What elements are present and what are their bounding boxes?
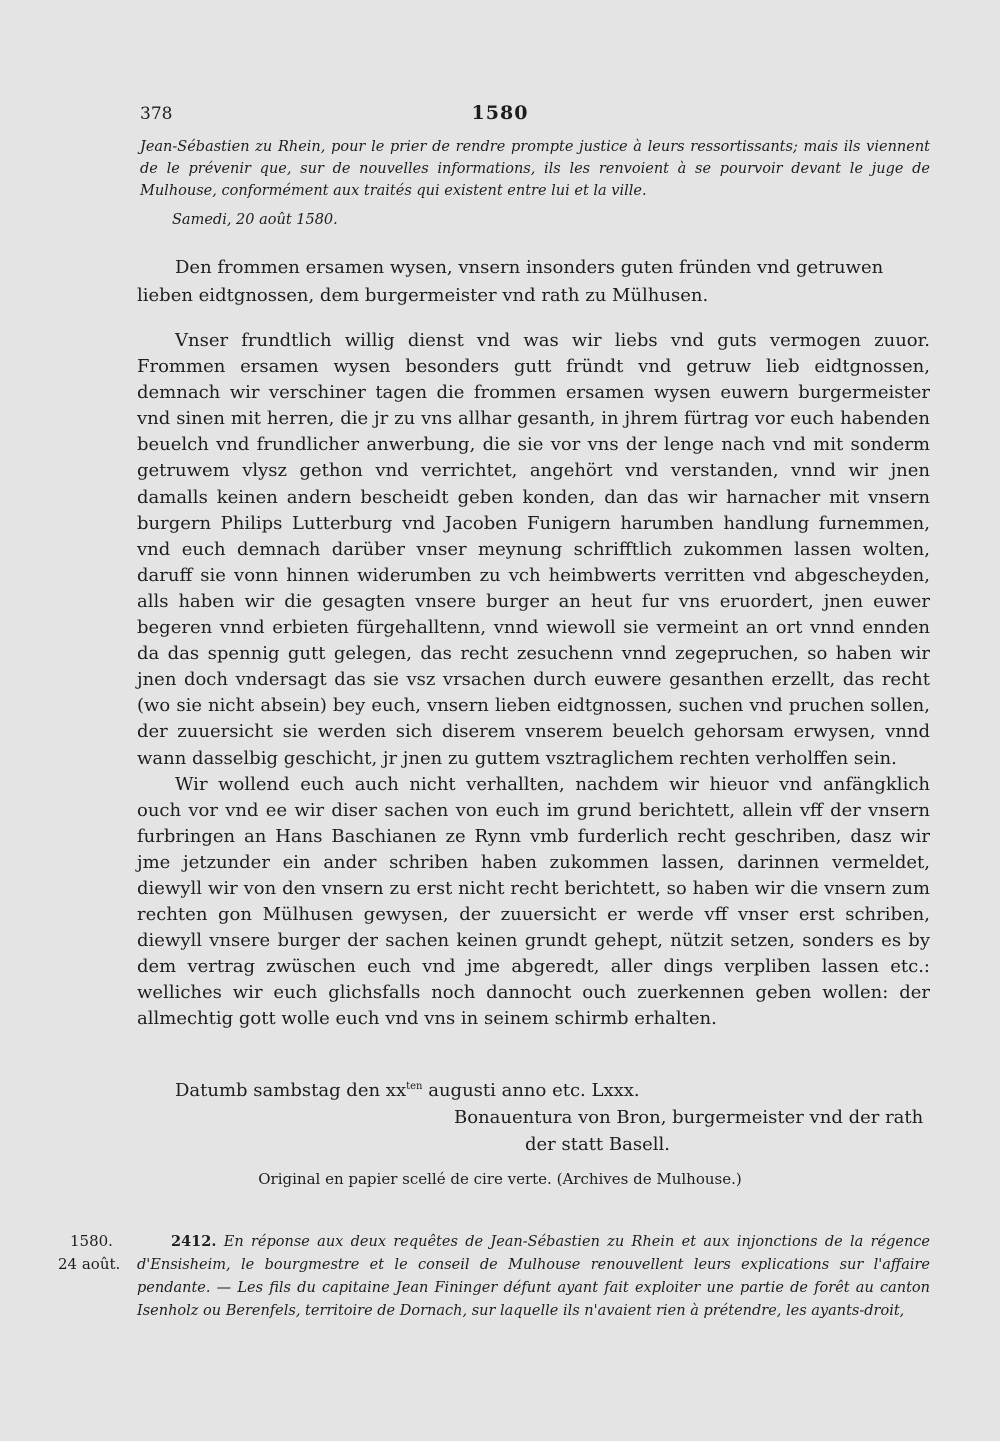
summary-date: Samedi, 20 août 1580. [172,212,338,228]
margin-date: 24 août. [58,1255,121,1273]
page-number: 378 [140,104,173,124]
signature-line-1: Bonauentura von Bron, burgermeister vnd der rath [454,1107,924,1128]
page-header-year: 1580 [471,102,529,124]
summary-text: Jean-Sébastien zu Rhein, pour le prier de rendre prompte justice à leurs ressortissants; mais ils viennent de le prévenir que, sur de nouvelles informations, ils les renvoient à se pourvoir devant le juge de Mulhouse, conformément aux traités qui existent entre lui et la ville. [140,139,930,199]
letter-paragraph: Vnser frundtlich willig dienst vnd was wir liebs vnd guts vermogen zuuor. Frommen ersamen wysen besonders gutt fründt vnd getruw lieb eidtgnossen, demnach wir verschiner tagen die frommen ersamen wysen euwern burgermeister vnd sinen mit herren, die jr zu vns allhar gesanth, in jhrem fürtrag vor euch habenden beuelch vnd frundlicher anwerbung, die sie vor vns der lenge nach vnd mit sonderm getruwem vlysz gethon vnd verrichtet, angehört vnd verstanden, vnnd wir jnen damalls keinen andern bescheidt geben konden, dan das wir harnacher mit vnsern burgern Philips Lutterburg vnd Jacoben Funigern harumben handlung furnemmen, vnd euch demnach darüber vnser meynung schrifftlich zukommen lassen wolten, daruff sie vonn hinnen widerumben zu vch heimbwerts verritten vnd abgescheyden, alls haben wir die gesagten vnsere burger an heut fur vns eruordert, jnen euwer begeren vnnd erbieten fürgehalltenn, vnnd wiewoll sie vermeint an ort vnnd ennden da das spennig gutt gelegen, das recht zesuchenn vnnd zegepruchen, so haben wir jnen doch vndersagt das sie vsz vrsachen durch euwere gesanthen erzellt, das recht (wo sie nicht absein) bey euch, vnsern lieben eidtgnossen, suchen vnd pruchen sollen, der zuuersicht sie werden sich diserem vnserem beuelch gehorsam erwysen, vnnd wann dasselbig geschicht, jr jnen zu guttem vsztraglichem rechten verholffen sein. [137,330,930,769]
next-entry [137,1230,930,1323]
address-line-2: lieben eidtgnossen, dem burgermeister vnd rath zu Mülhusen. [137,285,709,306]
entry-text: En réponse aux deux requêtes de Jean-Sébastien zu Rhein et aux injonctions de la régence d'Ensisheim, le bourgmestre et le conseil de Mulhouse renouvellent leurs explications sur l'affaire pendante. — Les fils du capitaine Jean Fininger défunt ayant fait exploiter une partie de forêt au canton Isenholz ou Berenfels, territoire de Dornach, sur laquelle ils n'avaient rien à prétendre, les ayants-droit, [137,1234,931,1319]
letter-body [137,328,930,1033]
dated-superscript: ten [406,1081,423,1092]
source-note: Original en papier scellé de cire verte. (Archives de Mulhouse.) [258,1170,742,1188]
letter-address [137,254,930,310]
dated-text: Datumb sambstag den xx [175,1080,407,1101]
letter-paragraph: Wir wollend euch auch nicht verhallten, nachdem wir hieuor vnd anfängklich ouch vor vnd ee wir diser sachen von euch im grund berichtett, allein vff der vnsern furbringen an Hans Baschianen ze Rynn vmb furderlich recht geschriben, dasz wir jme jetzunder ein ander schriben haben zukommen lassen, darinnen vermeldet, diewyll wir von den vnsern zu erst nicht recht berichtett, so haben wir die vnsern zum rechten gon Mülhusen gewysen, der zuuersicht er werde vff vnser erst schriben, diewyll vnsere burger der sachen keinen grundt gehept, nützit setzen, sonders es by dem vertrag zwüschen euch vnd jme abgeredt, aller dings verpliben lassen etc.: welliches wir euch glichsfalls noch dannocht ouch zuerkennen geben wollen: der allmechtig gott wolle euch vnd vns in seinem schirmb erhalten. [137,773,930,1030]
signature-line-2: der statt Basell. [525,1134,670,1155]
margin-year: 1580. [70,1232,113,1250]
entry-number: 2412. [171,1233,217,1250]
dated-text-rest: augusti anno etc. Lxxx. [422,1080,640,1101]
dated-line [137,1073,930,1104]
address-line-1: Den frommen ersamen wysen, vnsern insonders guten fründen vnd getruwen [175,257,884,278]
letter-closing [137,1073,930,1158]
